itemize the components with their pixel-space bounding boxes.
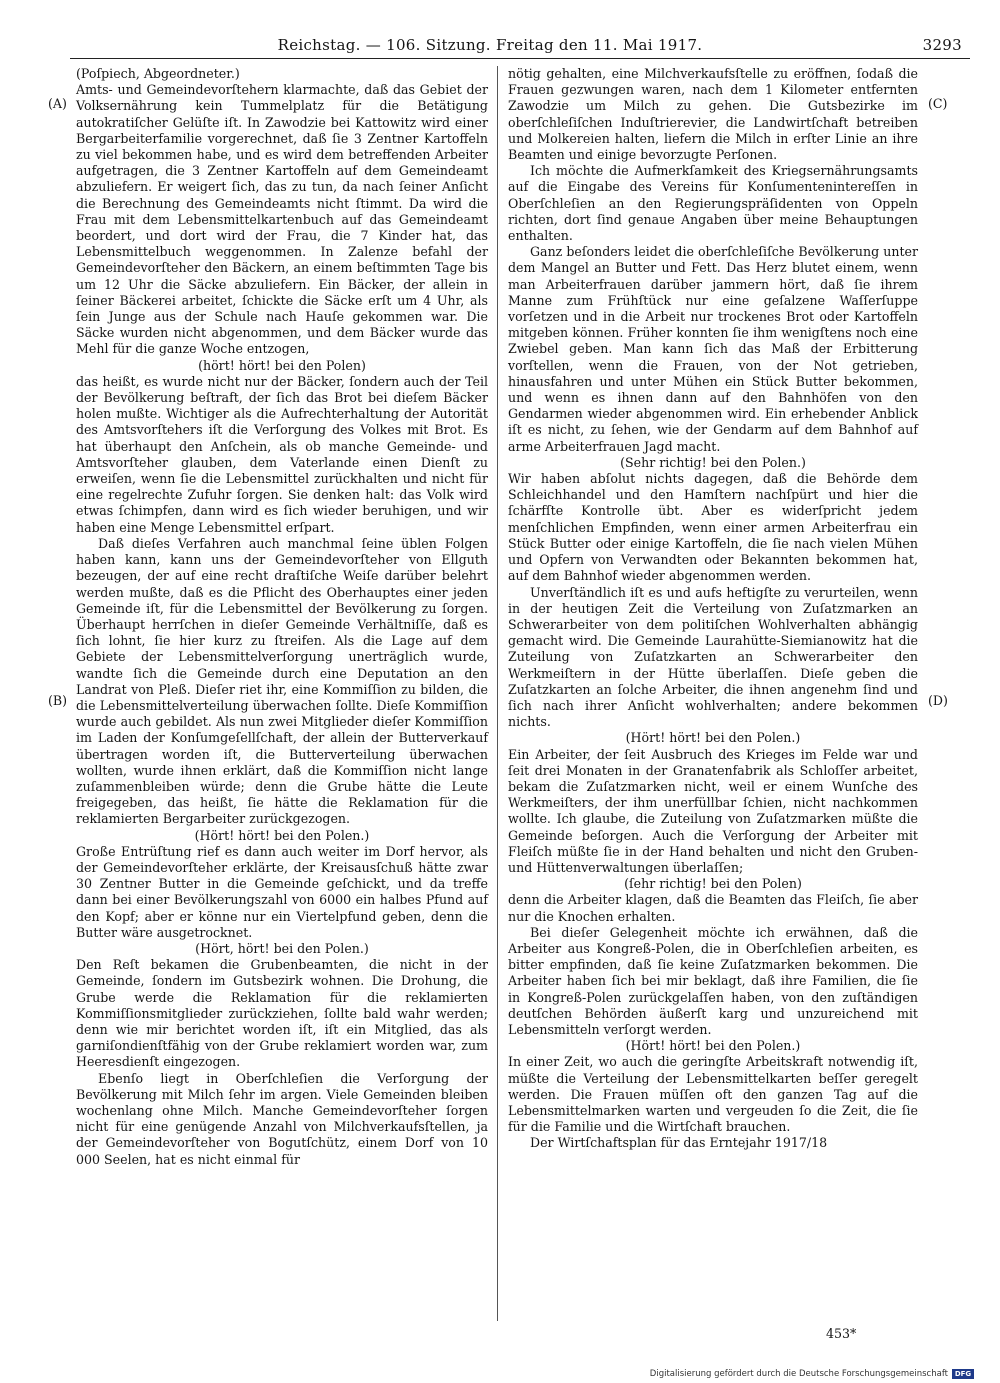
paragraph: Den Reſt bekamen die Grubenbeamten, die nicht in der Gemeinde, ſondern im Gutsbezirk wohnen. Die Drohung, die Grube werde die Reklamation für die reklamierten Kommiſſionsmitglieder zurückziehen, ſollte bald wahr werden; denn wie mir berichtet worden iſt, iſt ein Mitglied, das als garniſondienſtfähig von der Grube reklamiert worden war, zum Heeresdienſt eingezogen. bbox=[76, 957, 488, 1070]
paragraph: Ich möchte die Aufmerkſamkeit des Kriegsernährungsamts auf die Eingabe des Vereins für Konſumentenintereſſen in Oberſchleſien an den Regierungspräſidenten von Oppeln richten, dort ſind genaue Angaben über meine Behauptungen enthalten. bbox=[508, 163, 918, 244]
interjection: (Hört! hört! bei den Polen.) bbox=[194, 827, 370, 843]
paragraph: das heißt, es wurde nicht nur der Bäcker, ſondern auch der Teil der Bevölkerung beſtraft, der ſich das Brot bei dieſem Bäcker holen mußte. Wichtiger als die Aufrechterhaltung der Autorität des Amtsvorſtehers iſt die Verſorgung des Volkes mit Brot. Es hat überhaupt den Anſchein, als ob manche Gemeinde- und Amtsvorſteher glauben, dem Vaterlande einen Dienſt zu erweiſen, wenn ſie die Lebensmittel zurückhalten und nicht für eine regelrechte Zufuhr ſorgen. Sie denken halt: das Volk wird etwas ſchimpfen, dann wird es ſich wieder beruhigen, und wir haben eine Menge Lebensmittel erſpart. bbox=[76, 373, 488, 535]
interjection: (Hört, hört! bei den Polen.) bbox=[195, 940, 369, 956]
interjection: (ſehr richtig! bei den Polen) bbox=[624, 876, 802, 892]
margin-mark-b: (B) bbox=[48, 693, 68, 708]
footer bbox=[650, 1369, 974, 1379]
column-divider bbox=[497, 66, 498, 1321]
page-header bbox=[70, 36, 970, 59]
margin-mark-a: (A) bbox=[48, 96, 67, 111]
interjection: (hört! hört! bei den Polen) bbox=[198, 357, 366, 373]
right-column bbox=[508, 66, 918, 1152]
margin-mark-d: (D) bbox=[928, 693, 948, 708]
paragraph: Wir haben abſolut nichts dagegen, daß die Behörde dem Schleichhandel und den Hamſtern nachſpürt und hier die ſchärfſte Kontrolle übt. Aber es widerſpricht jedem menſchlichen Empfinden, wenn einer armen Arbeiterfrau ein Stück Butter oder einige Kartoffeln, die ſie nach vielen Mühen und Opfern von Verwandten oder Bekannten bekommen hat, auf dem Bahnhof wieder abgenommen werden. bbox=[508, 471, 918, 584]
paragraph: Ein Arbeiter, der ſeit Ausbruch des Krieges im Felde war und ſeit drei Monaten in der Granatenfabrik als Schloſſer arbeitet, bekam die Zuſatzmarken nicht, weil er einem Wunſche des Werkmeiſters, der ihm unerfüllbar ſchien, nicht nachkommen wollte. Ich glaube, die Zuteilung von Zuſatzmarken müßte die Gemeinde beſorgen. Auch die Verſorgung der Arbeiter mit Fleiſch müßte ſie in der Hand behalten und nicht den Gruben- und Hüttenverwaltungen überlaſſen; bbox=[508, 746, 918, 875]
header-title: Reichstag. — 106. Sitzung. Freitag den 11. Mai 1917. bbox=[277, 36, 703, 54]
paragraph: Der Wirtſchaftsplan für das Erntejahr 1917/18 bbox=[530, 1135, 828, 1151]
paragraph: Bei dieſer Gelegenheit möchte ich erwähnen, daß die Arbeiter aus Kongreß-Polen, die in Oberſchleſien arbeiten, es bitter empfinden, daß ſie keine Zuſatzmarken bekommen. Die Arbeiter haben ſich bei mir beklagt, daß ihre Familien, die ſie in Kongreß-Polen zurückgelaſſen haben, von den zuſtändigen deutſchen Behörden äußerſt karg und unzureichend mit Lebensmitteln verſorgt werden. bbox=[508, 924, 918, 1037]
margin-mark-c: (C) bbox=[928, 96, 948, 111]
page-number: 3293 bbox=[922, 36, 962, 54]
dfg-logo: DFG bbox=[952, 1369, 974, 1379]
interjection: (Hört! hört! bei den Polen.) bbox=[625, 1038, 801, 1054]
paragraph: Amts- und Gemeindevorſtehern klarmachte, daß das Gebiet der Volksernährung kein Tummelplatz für die Betätigung autokratiſcher Gelüſte iſt. In Zawodzie bei Kattowitz wird einer Bergarbeiterfamilie vorgerechnet, daß ſie 3 Zentner Kartoffeln zu viel bekommen habe, und es wird dem betreffenden Arbeiter aufgetragen, die 3 Zentner Kartoffeln auf dem Gemeindeamt abzuliefern. Er weigert ſich, das zu tun, da nach ſeiner Anſicht die Berechnung des Gemeindeamts nicht ſtimmt. Da wird die Frau mit dem Lebensmittelkartenbuch auf das Gemeindeamt beordert, und dort wird der Frau, die 7 Kinder hat, das Lebensmittelbuch weggenommen. In Zalenze befahl der Gemeindevorſteher den Bäckern, an einem beſtimmten Tage bis um 12 Uhr die Säcke abzuliefern. Ein Bäcker, der allein in ſeiner Bäckerei arbeitet, ſchickte die Säcke erſt um 4 Uhr, als ſein Junge aus der Schule nach Hauſe gekommen war. Die Säcke wurden nicht abgenommen, und dem Bäcker wurde das Mehl für die ganze Woche entzogen, bbox=[76, 82, 488, 357]
paragraph: Daß dieſes Verfahren auch manchmal ſeine üblen Folgen haben kann, kann uns der Gemeindevorſteher von Ellguth bezeugen, der auf eine recht draſtiſche Weiſe darüber belehrt werden mußte, daß es die Pflicht des Oberhauptes einer jeden Gemeinde iſt, für die Lebensmittel der Bevölkerung zu ſorgen. Überhaupt herrſchen in dieſer Gemeinde Verhältniſſe, daß es ſich lohnt, ſie hier kurz zu ſtreifen. Als die Lage auf dem Gebiete der Lebensmittelverſorgung unerträglich wurde, wandte ſich die Gemeinde durch eine Deputation an den Landrat von Pleß. Dieſer riet ihr, eine Kommiſſion zu bilden, die die Lebensmittelverteilung überwachen ſollte. Dieſe Kommiſſion wurde auch gebildet. Als nun zwei Mitglieder dieſer Kommiſſion im Laden der Konſumgeſellſchaft, der allein der Butterverkauf übertragen worden iſt, die Butterverteilung überwachen wollten, wurde ihnen erklärt, daß die Kommiſſion nicht lange zuſammenbleiben würde; denn die Grube hätte die Leute freigegeben, das heißt, ſie hätte die Reklamation für die reklamierten Bergarbeiter zurückgezogen. bbox=[76, 535, 488, 827]
paragraph: Ebenſo liegt in Oberſchleſien die Verſorgung der Bevölkerung mit Milch ſehr im argen. Viele Gemeinden bleiben wochenlang ohne Milch. Manche Gemeindevorſteher ſorgen nicht für eine genügende Anzahl von Milchverkaufsſtellen, ja der Gemeindevorſteher von Bogutſchütz, einem Dorf von 10 000 Seelen, hat es nicht einmal für bbox=[76, 1070, 488, 1167]
paragraph: Ganz beſonders leidet die oberſchleſiſche Bevölkerung unter dem Mangel an Butter und Fett. Das Herz blutet einem, wenn man Arbeiterfrauen darüber jammern hört, daß ſie ihrem Manne zum Frühſtück nur eine geſalzene Waſſerſuppe vorſetzen und in die Arbeit nur trockenes Brot oder Kartoffeln mitgeben können. Früher konnten ſie ihm wenigſtens noch eine Zwiebel geben. Man kann ſich das Maß der Erbitterung vorſtellen, wenn die Frauen, von der Not getrieben, hinausfahren und unter Mühen ein Stück Butter bekommen, und wenn es ihnen dann auf den Bahnhöfen von den Gendarmen wieder abgenommen wird. Ein erhebender Anblick iſt es nicht, zu ſehen, wie der Gendarm auf dem Bahnhof auf arme Arbeiterfrauen Jagd macht. bbox=[508, 244, 918, 454]
paragraph: denn die Arbeiter klagen, daß die Beamten das Fleiſch, ſie aber nur die Knochen erhalten. bbox=[508, 892, 918, 924]
footer-text: Digitalisierung gefördert durch die Deutsche Forschungsgemeinschaft bbox=[649, 1369, 948, 1379]
paragraph: Große Entrüſtung rief es dann auch weiter im Dorf hervor, als der Gemeindevorſteher erklärte, der Kreisausſchuß hätte zwar 30 Zentner Butter in die Gemeinde geſchickt, und da treffe dann bei einer Bevölkerungszahl von 6000 ein halbes Pfund auf den Kopf; aber er könne nur ein Viertelpfund geben, denn die Butter wäre ausgetrocknet. bbox=[76, 843, 488, 940]
signature-mark: 453* bbox=[826, 1326, 857, 1341]
interjection: (Hört! hört! bei den Polen.) bbox=[625, 730, 801, 746]
paragraph: (Poſpiech, Abgeordneter.) bbox=[76, 66, 240, 81]
paragraph: nötig gehalten, eine Milchverkaufsſtelle zu eröffnen, ſodaß die Frauen gezwungen waren, nach dem 1 Kilometer entfernten Zawodzie um Milch zu gehen. Die Gutsbezirke im oberſchleſiſchen Induſtrierevier, die Landwirtſchaft betreiben und Molkereien halten, liefern die Milch in erſter Linie an ihre Beamten und einige bevorzugte Perſonen. bbox=[508, 66, 918, 163]
paragraph: Unverſtändlich iſt es und aufs heftigſte zu verurteilen, wenn in der heutigen Zeit die Verteilung von Zuſatzmarken an Schwerarbeiter von dem politiſchen Wohlverhalten abhängig gemacht wird. Die Gemeinde Laurahütte-Siemianowitz hat die Zuteilung von Zuſatzkarten an Schwerarbeiter den Werkmeiſtern in der Hütte überlaſſen. Dieſe geben die Zuſatzkarten an ſolche Arbeiter, die ihnen angenehm ſind und ſich nach ihrer Anſicht wohlverhalten; andere bekommen nichts. bbox=[508, 584, 918, 730]
paragraph: In einer Zeit, wo auch die geringſte Arbeitskraft notwendig iſt, müßte die Verteilung der Lebensmittelkarten beſſer geregelt werden. Die Frauen müſſen oft den ganzen Tag auf die Lebensmittelmarken warten und vergeuden ſo die Zeit, die ſie für die Familie und die Wirtſchaft brauchen. bbox=[508, 1054, 918, 1135]
left-column bbox=[76, 66, 488, 1168]
interjection: (Sehr richtig! bei den Polen.) bbox=[620, 454, 806, 470]
